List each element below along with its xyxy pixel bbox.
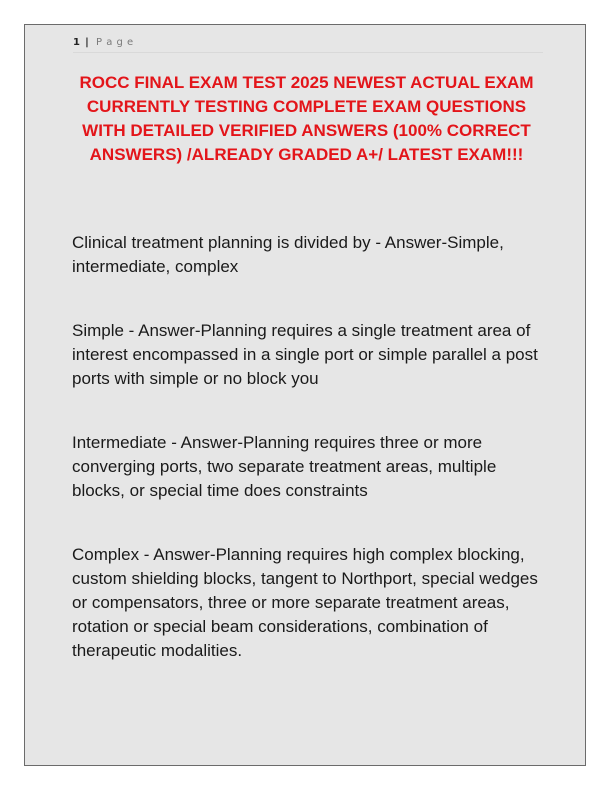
page-label: P a g e: [96, 37, 134, 48]
page-separator: |: [85, 37, 90, 48]
document-page: [24, 24, 586, 766]
page-number: 1: [73, 37, 81, 48]
document-title: ROCC FINAL EXAM TEST 2025 NEWEST ACTUAL EXAM CURRENTLY TESTING COMPLETE EXAM QUESTIONS WITH DETAILED VERIFIED ANSWERS (100% CORRECT ANSWERS) /ALREADY GRADED A+/ LATEST EXAM!!!: [79, 73, 534, 164]
page-header: [73, 36, 543, 53]
qa-item-simple: Simple - Answer-Planning requires a single treatment area of interest encompassed in a single port or simple parallel a post ports with simple or no block you: [72, 321, 538, 388]
qa-item-intermediate: Intermediate - Answer-Planning requires three or more converging ports, two separate treatment areas, multiple blocks, or special time does constraints: [72, 433, 497, 500]
qa-item-complex: Complex - Answer-Planning requires high complex blocking, custom shielding blocks, tangent to Northport, special wedges or compensators, three or more separate treatment areas, rotation or special beam considerations, combination of therapeutic modalities.: [72, 545, 538, 660]
qa-item-clinical-planning: Clinical treatment planning is divided by - Answer-Simple, intermediate, complex: [72, 233, 504, 276]
